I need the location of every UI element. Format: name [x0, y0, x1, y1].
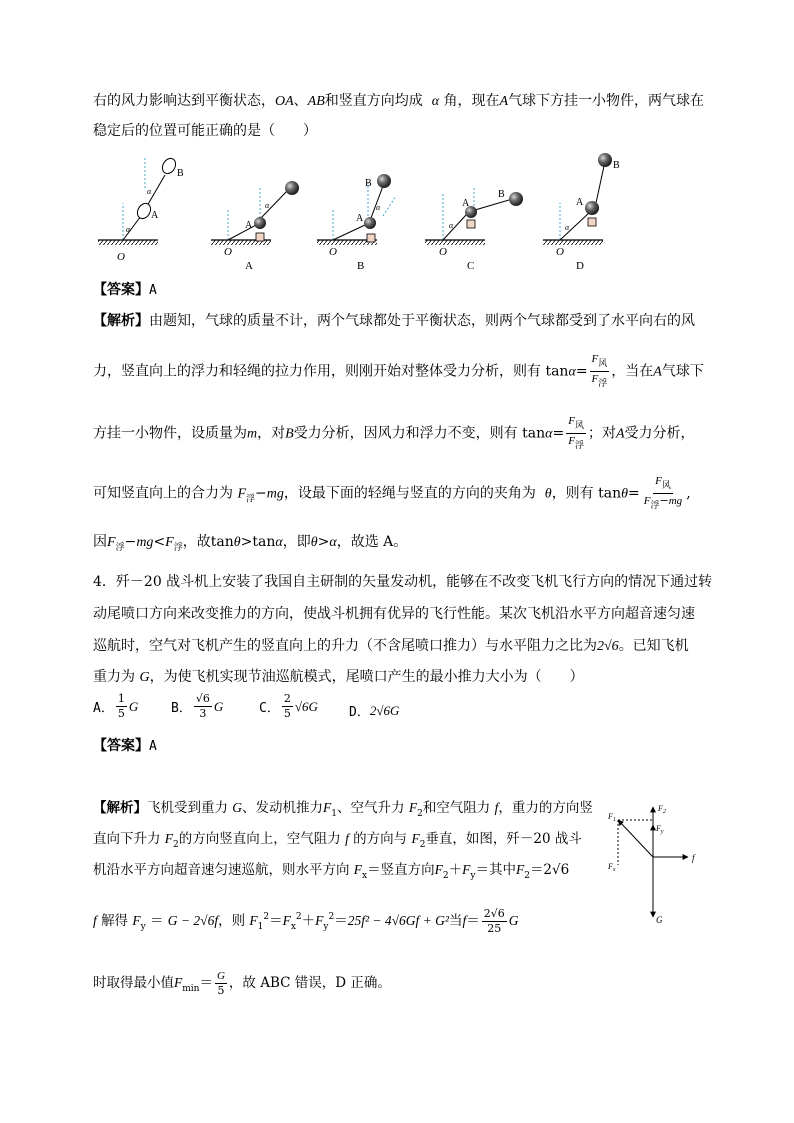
svg-text:A: A [462, 198, 470, 209]
q4-line1: 4．歼－20 战斗机上安装了我国自主研制的矢量发动机，能够在不改变飞机飞行方向的情况下通过转 [93, 574, 713, 590]
svg-text:F2: $F_2$ [658, 804, 666, 815]
svg-text:G: G [656, 915, 663, 925]
fig-option-b [317, 174, 396, 272]
svg-text:B: B [365, 178, 372, 189]
q4-line2: 动尾喷口方向来改变推力的方向，使战斗机拥有优异的飞行性能。某次飞机沿水平方向超音速匀速 [93, 606, 695, 622]
fig-label-alpha1: α [126, 225, 131, 234]
svg-text:B: B [498, 189, 505, 200]
svg-text:F1: $F_1$ [608, 812, 616, 823]
fraction: $\frac{F_风}{F_浮-mg}$ [643, 475, 683, 511]
svg-text:α: α [565, 223, 570, 232]
option-c[interactable]: C． $\frac{2}{5}$ √6G [259, 692, 318, 720]
q4-analysis-line3: 机沿水平方向超音速匀速巡航，则水平方向 $F_x=$竖直方向$F_2+F_y=$其中$F_2=2√6$ [93, 862, 570, 881]
q4-analysis-line5: 时取得最小值$F_{min}=$ $\frac{G}{5}$ ，故 ABC 错误，D 正确。 [93, 970, 391, 997]
q3-intro-line2: 稳定后的位置可能正确的是（ ） [93, 123, 317, 139]
answer-value: A [149, 283, 157, 298]
svg-text:α: α [449, 221, 454, 230]
q4-line4: 重力为 G，为使飞机实现节油巡航模式，尾喷口产生的最小推力大小为（ ） [93, 669, 584, 685]
analysis-tag: 【解析】 [93, 313, 149, 329]
q4-analysis-line1: 【解析】飞机受到重力 G、发动机推力$F_1$、空气升力 $F_2$和空气阻力 f，重力的方向竖 [93, 800, 593, 819]
fig-label-O: O [117, 251, 125, 263]
fraction: $\frac{2}{5}$ [283, 692, 291, 720]
q4-analysis-line4: f 解得 $F_y = G - 2√6f$，则 $F_1^2=F_x^2+F_y^2=25f^2 - 4√6Gf + G^2$当f＝ $\frac{2√6}{25}$ G [93, 907, 519, 935]
option-b[interactable]: B． $\frac{√6}{3}$ G [171, 692, 224, 720]
fig-option-b-label: B [357, 260, 365, 272]
q4-analysis-line2: 直向下升力 $F_2$的方向竖直向上，空气阻力 f 的方向与 $F_2$垂直，如图，歼－20 战斗 [93, 831, 582, 850]
svg-text:α: α [376, 203, 381, 212]
q3-analysis-line4: 可知竖直向上的合力为 $F_浮-mg$，设最下面的轻绳与竖直的方向的夹角为 θ，则有 tanθ= $\frac{F_风}{F_浮-mg}$ , [93, 475, 691, 511]
svg-text:f: f [692, 853, 695, 863]
fraction: $\frac{G}{5}$ [216, 970, 225, 997]
q4-options [93, 692, 493, 728]
fig-option-d-label: D [576, 260, 584, 272]
option-a[interactable]: A． $\frac{1}{5}$ G [93, 692, 139, 720]
q3-balloon-figure [93, 148, 653, 273]
svg-text:O: O [556, 246, 564, 258]
svg-text:Fy: $F_y$ [656, 824, 664, 835]
fraction: $\frac{F_风}{F_浮}$ [568, 415, 584, 451]
fig-option-a [211, 181, 299, 272]
answer-value: A [149, 739, 157, 754]
fig-option-c [425, 188, 523, 272]
fig-option-c-label: C [467, 260, 475, 272]
svg-text:O: O [439, 246, 447, 258]
fraction: $\frac{F_风}{F_浮}$ [591, 353, 608, 389]
q3-intro-line1: 右的风力影响达到平衡状态，OA、AB和竖直方向均成 α 角，现在A气球下方挂一小物件，两气球在 [93, 93, 705, 109]
analysis-tag: 【解析】 [93, 800, 147, 816]
fraction: $\frac{2√6}{25}$ [483, 907, 505, 935]
svg-text:B: B [613, 160, 620, 171]
fig-original [98, 156, 184, 263]
svg-text:α: α [265, 201, 270, 210]
q3-answer [93, 281, 157, 300]
q4-line3: 巡航时，空气对飞机产生的竖直向上的升力（不含尾喷口推力）与水平阻力之比为2√6。已知飞机 [93, 638, 689, 654]
svg-text:A: A [245, 220, 253, 231]
q3-analysis-line5: 因$F_浮-mg<F_浮$，故tanθ>tanα，即θ>α，故选 A。 [93, 534, 408, 553]
svg-text:Fx: $F_x$ [608, 862, 616, 873]
fig-option-d [543, 153, 620, 272]
q3-analysis-line1: 【解析】由题知，气球的质量不计，两个气球都处于平衡状态，则两个气球都受到了水平向右的风 [93, 313, 695, 329]
svg-text:O: O [329, 246, 337, 258]
fig-label-A: A [151, 210, 159, 221]
svg-text:A: A [356, 213, 364, 224]
q4-answer [93, 737, 157, 756]
answer-tag: 【答案】 [93, 738, 149, 754]
svg-text:O: O [224, 246, 232, 258]
svg-text:A: A [576, 197, 584, 208]
q3-analysis-line3: 方挂一小物件，设质量为m，对B受力分析，因风力和浮力不变，则有 tanα= $\frac{F_风}{F_浮}$ ；对A受力分析， [93, 415, 695, 451]
answer-tag: 【答案】 [93, 282, 149, 298]
fig-label-alpha2: α [147, 187, 152, 196]
fig-label-B: B [177, 168, 184, 179]
q3-analysis-line2: 力，竖直向上的浮力和轻绳的拉力作用，则刚开始对整体受力分析，则有 tanα= $\frac{F_风}{F_浮}$ ，当在A气球下 [93, 353, 704, 389]
q4-force-diagram [606, 795, 706, 925]
fraction: $\frac{1}{5}$ [117, 692, 125, 720]
fraction: $\frac{√6}{3}$ [195, 692, 210, 720]
option-d[interactable]: D． 2√6G [349, 702, 400, 720]
fig-option-a-label: A [245, 260, 253, 272]
